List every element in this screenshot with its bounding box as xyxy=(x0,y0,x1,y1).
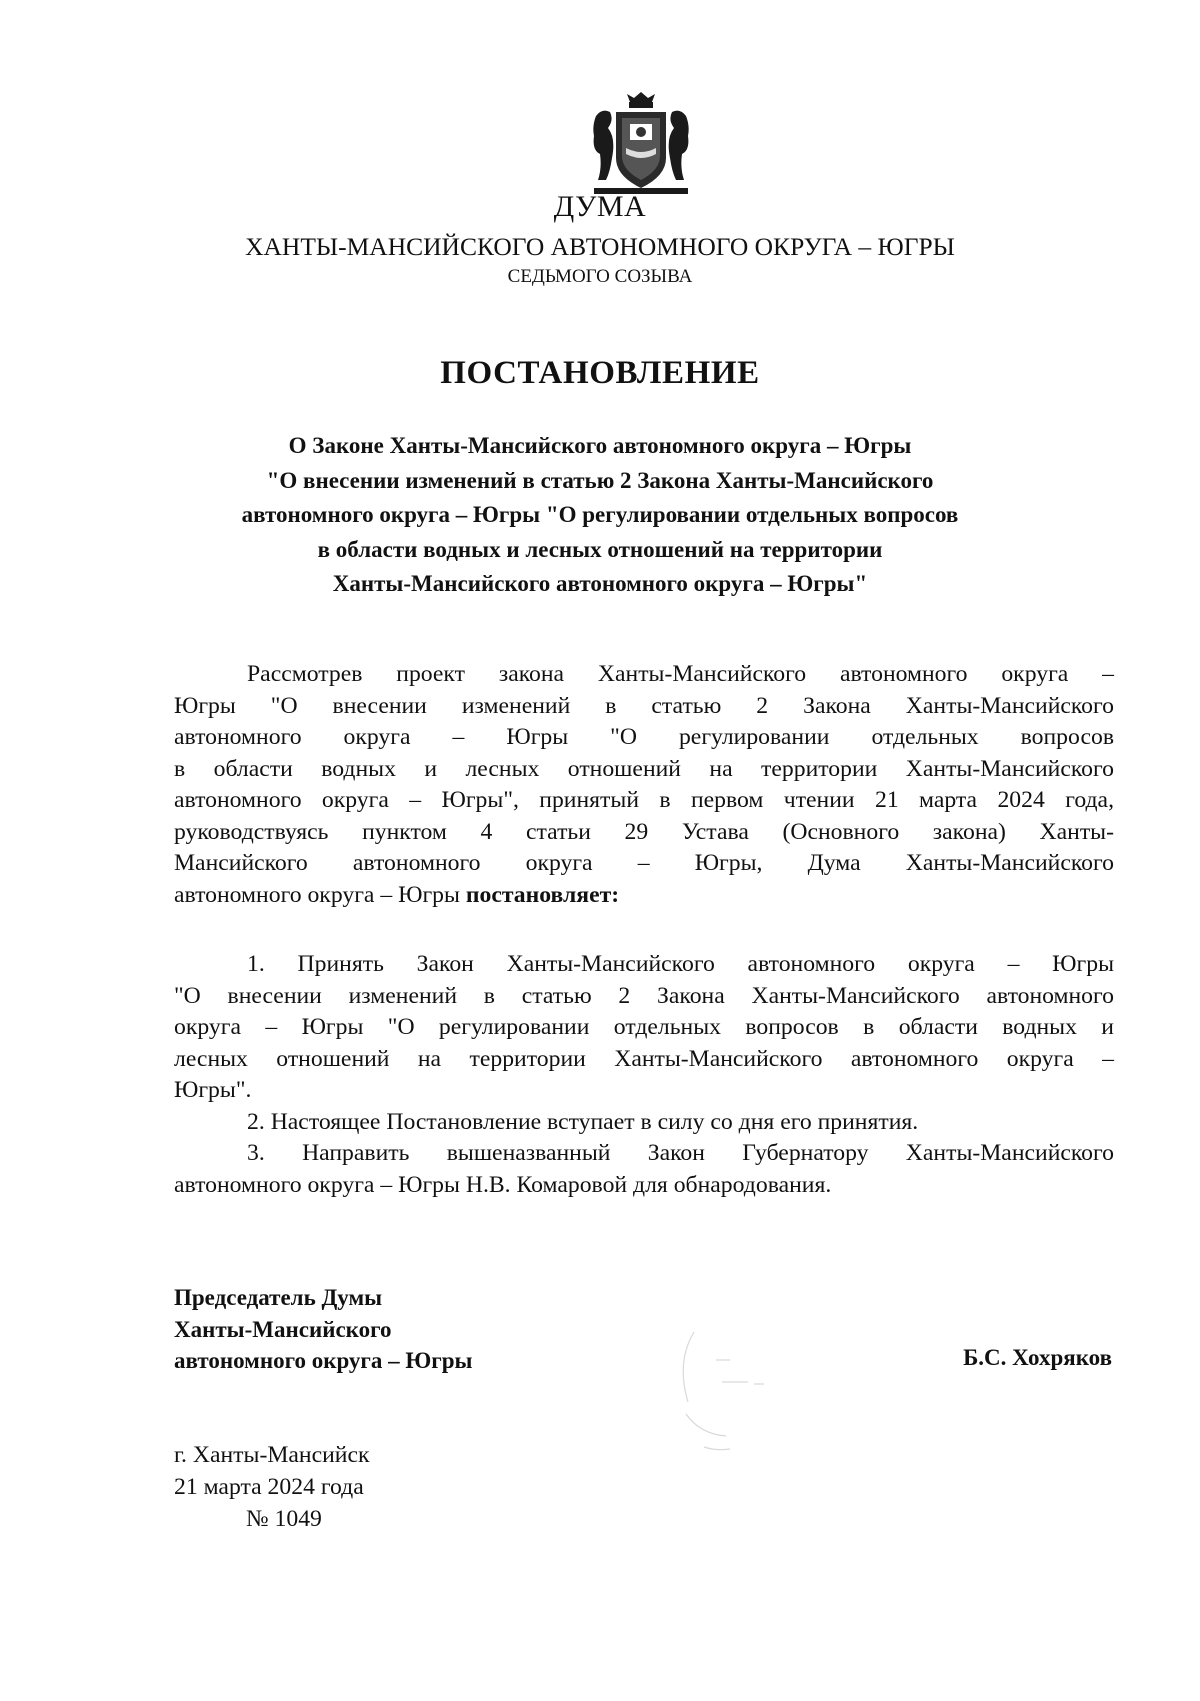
preamble-line: Рассмотрев проект закона Ханты-Мансийского автономного округа – xyxy=(247,661,1114,687)
preamble-line: автономного округа – Югры", принятый в первом чтении 21 марта 2024 года, xyxy=(174,787,1114,813)
preamble-line: автономного округа – Югры "О регулировании отдельных вопросов xyxy=(174,724,1114,750)
subject-line: Ханты-Мансийского автономного округа – Югры" xyxy=(332,571,868,596)
preamble-line: в области водных и лесных отношений на территории Ханты-Мансийского xyxy=(174,755,1114,782)
document-footer xyxy=(174,1439,369,1535)
subject-line: в области водных и лесных отношений на территории xyxy=(317,536,883,562)
organization-region: ХАНТЫ-МАНСИЙСКОГО АВТОНОМНОГО ОКРУГА – ЮГРЫ xyxy=(245,232,955,261)
preamble-line: руководствуясь пунктом 4 статьи 29 Устава (Основного закона) Ханты- xyxy=(174,818,1114,845)
preamble-line: Мансийского автономного округа – Югры, Дума Ханты-Мансийского xyxy=(174,850,1114,876)
item-1-line: 1. Принять Закон Ханты-Мансийского автономного округа – Югры xyxy=(247,951,1114,977)
position-line: Председатель Думы xyxy=(174,1285,383,1310)
document-subject xyxy=(0,429,1200,602)
signatory-position xyxy=(174,1282,472,1377)
coat-of-arms-icon xyxy=(586,90,696,196)
stamp-seal-icon xyxy=(664,1302,814,1452)
item-1-line: "О внесении изменений в статью 2 Закона Ханты-Мансийского автономного xyxy=(174,982,1114,1009)
document-type: ПОСТАНОВЛЕНИЕ xyxy=(440,355,760,391)
signatory-name: Б.С. Хохряков xyxy=(963,1345,1112,1370)
subject-line: автономного округа – Югры "О регулировании отдельных вопросов xyxy=(241,502,959,527)
position-line: Ханты-Мансийского xyxy=(174,1316,392,1342)
convocation: СЕДЬМОГО СОЗЫВА xyxy=(507,266,693,287)
item-1-line: Югры". xyxy=(174,1077,252,1103)
city: г. Ханты-Мансийск xyxy=(174,1442,370,1468)
item-2: 2. Настоящее Постановление вступает в силу со дня его принятия. xyxy=(247,1108,919,1135)
preamble-last-line xyxy=(174,880,1114,912)
date: 21 марта 2024 года xyxy=(174,1474,364,1500)
position-line: автономного округа – Югры xyxy=(174,1348,473,1373)
preamble-paragraph xyxy=(174,659,1114,911)
item-1-line: округа – Югры "О регулировании отдельных вопросов в области водных и xyxy=(174,1014,1114,1040)
subject-line: "О внесении изменений в статью 2 Закона Ханты-Мансийского xyxy=(266,467,934,493)
item-1-line: лесных отношений на территории Ханты-Мансийского автономного округа – xyxy=(174,1045,1114,1072)
document-number: № 1049 xyxy=(246,1506,322,1532)
resolution-items xyxy=(174,949,1114,1201)
item-3-line: 3. Направить вышеназванный Закон Губернатору Ханты-Мансийского xyxy=(247,1140,1114,1166)
organization-name: ДУМА xyxy=(553,190,647,223)
item-3-line: автономного округа – Югры Н.В. Комаровой для обнародования. xyxy=(174,1171,832,1198)
preamble-line: Югры "О внесении изменений в статью 2 Закона Ханты-Мансийского xyxy=(174,692,1114,719)
preamble-line: автономного округа – Югры xyxy=(174,881,466,908)
resolves-word: постановляет: xyxy=(465,881,620,908)
subject-line: О Законе Ханты-Мансийского автономного округа – Югры xyxy=(288,433,912,458)
